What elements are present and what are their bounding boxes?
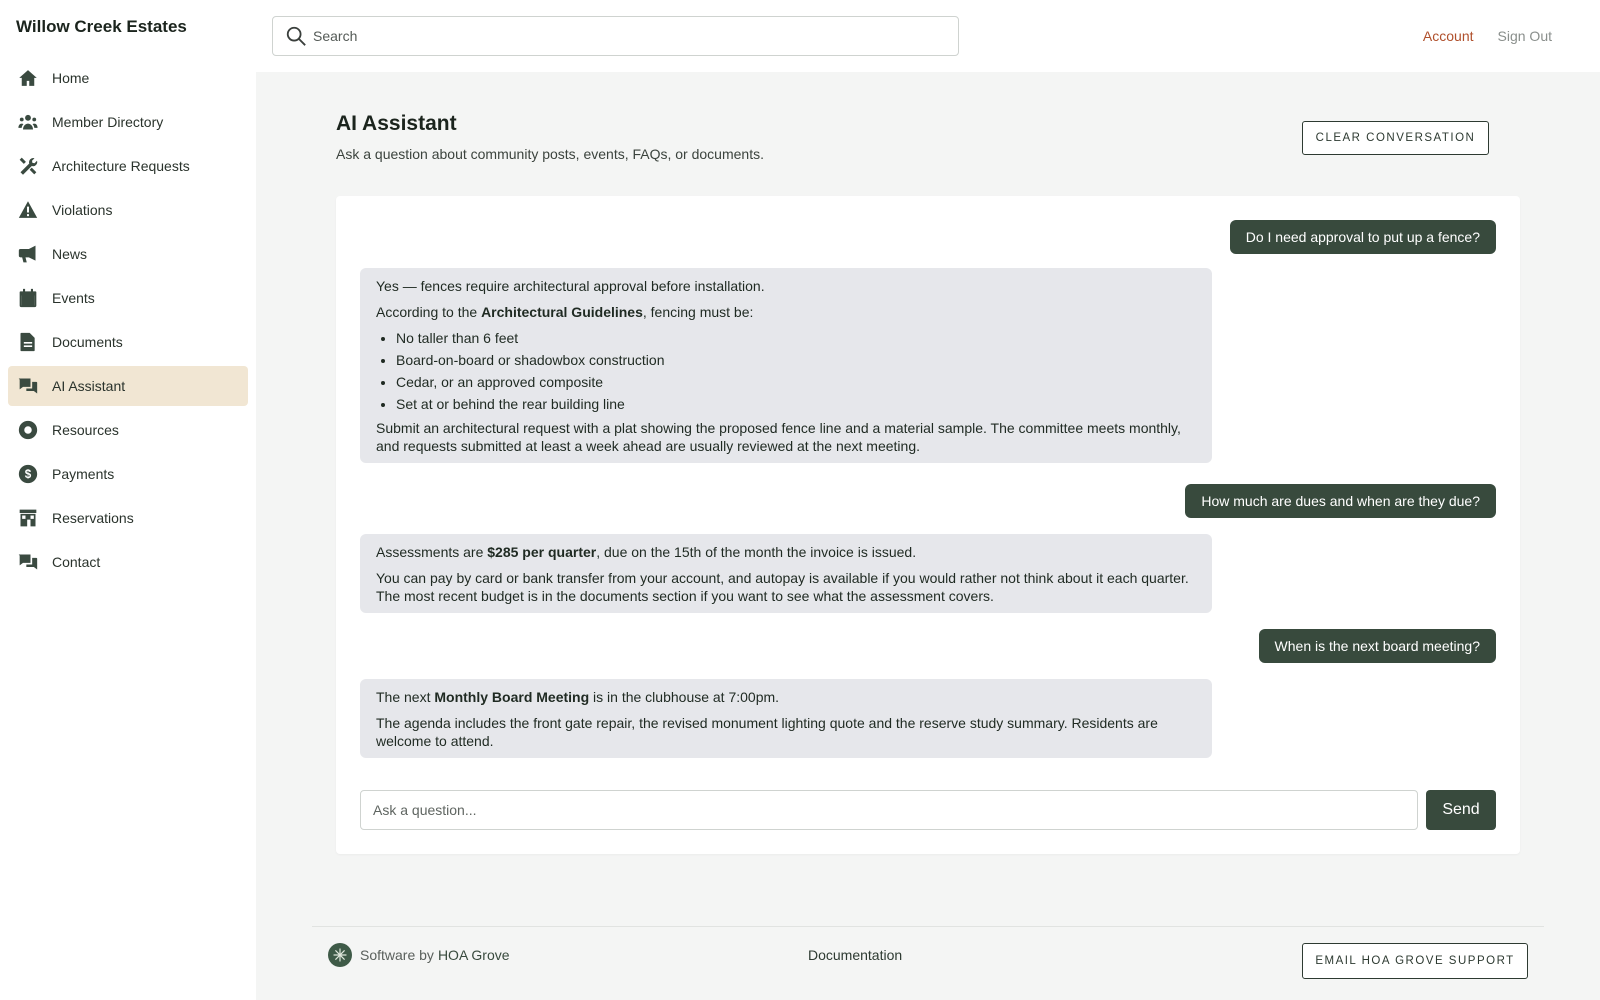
software-by-text: Software by: [360, 947, 434, 963]
sidebar-item-label: Events: [52, 290, 95, 306]
assistant-text: You can pay by card or bank transfer from your account, and autopay is available if you would rather not think about it each quarter. The most recent budget is in the documents section if you want to see what the assessment covers.: [376, 570, 1189, 604]
sidebar-item-violations[interactable]: [8, 190, 248, 230]
app-title: Willow Creek Estates: [16, 17, 187, 36]
sidebar-item-label: AI Assistant: [52, 378, 126, 394]
sidebar-item-label: Reservations: [52, 510, 134, 526]
documentation-link[interactable]: Documentation: [808, 947, 903, 963]
chat-panel: [336, 196, 1520, 854]
bold-text: Architectural Guidelines: [481, 304, 643, 320]
list-item: • Board-on-board or shadowbox construction: [396, 351, 1196, 369]
page-subtitle: Ask a question about community posts, events, FAQs, or documents.: [336, 146, 764, 162]
building-icon: [18, 508, 38, 528]
sidebar-item-member-directory[interactable]: [8, 102, 248, 142]
sidebar-item-label: Documents: [52, 334, 123, 350]
megaphone-icon: [18, 244, 38, 264]
sidebar-item-resources[interactable]: [8, 410, 248, 450]
dollar-icon: [18, 464, 38, 484]
assistant-text: The agenda includes the front gate repair, the revised monument lighting quote and the reserve study summary. Residents are welcome to attend.: [376, 715, 1158, 749]
assistant-message: [360, 534, 1212, 613]
sidebar-item-payments[interactable]: [8, 454, 248, 494]
tools-icon: [18, 156, 38, 176]
sidebar-item-label: Home: [52, 70, 90, 86]
user-message: How much are dues and when are they due?: [1185, 484, 1496, 518]
chat-icon: [18, 376, 38, 396]
text-span: Assessments are: [376, 544, 488, 560]
sidebar-item-label: Member Directory: [52, 114, 164, 130]
text-span: is in the clubhouse at 7:00pm.: [589, 689, 780, 705]
send-button[interactable]: Send: [1426, 790, 1496, 830]
assistant-message: [360, 268, 1212, 463]
document-icon: [18, 332, 38, 352]
footer-credit: [328, 943, 510, 967]
sidebar-item-label: Resources: [52, 422, 119, 438]
sidebar-item-contact[interactable]: [8, 542, 248, 582]
account-links: [1423, 28, 1552, 44]
user-message: Do I need approval to put up a fence?: [1230, 220, 1496, 254]
sidebar-item-architecture-requests[interactable]: [8, 146, 248, 186]
search-icon: [285, 25, 307, 47]
assistant-text: Submit an architectural request with a plat showing the proposed fence line and a material sample. The committee meets monthly, and requests submitted at least a week ahead are usually reviewed at the next meeting.: [376, 420, 1181, 454]
top-bar: [256, 0, 1600, 72]
hoa-grove-link[interactable]: HOA Grove: [437, 947, 510, 963]
search-box[interactable]: [272, 16, 959, 56]
bullet-list: [396, 329, 1196, 413]
question-input[interactable]: [360, 790, 1418, 830]
assistant-message: [360, 679, 1212, 758]
assistant-text: [376, 303, 1196, 321]
assistant-text: [376, 688, 1196, 706]
search-input[interactable]: [313, 28, 933, 44]
lifebuoy-icon: [18, 420, 38, 440]
sidebar-item-label: Contact: [52, 554, 101, 570]
sidebar-item-label: Architecture Requests: [52, 158, 190, 174]
bold-text: Monthly Board Meeting: [434, 689, 590, 705]
users-icon: [18, 112, 38, 132]
sidebar: [0, 0, 256, 1000]
sidebar-item-news[interactable]: [8, 234, 248, 274]
warning-icon: [18, 200, 38, 220]
sidebar-item-label: Payments: [52, 466, 115, 482]
main-content: [256, 72, 1600, 1000]
footer: [312, 926, 1544, 1000]
text-span: The next: [376, 689, 435, 705]
bold-text: $285 per quarter: [487, 544, 597, 560]
home-icon: [18, 68, 38, 88]
sidebar-item-home[interactable]: [8, 58, 248, 98]
sidebar-item-ai-assistant[interactable]: [8, 366, 248, 406]
sidebar-item-events[interactable]: [8, 278, 248, 318]
sidebar-item-documents[interactable]: [8, 322, 248, 362]
list-item: • Set at or behind the rear building line: [396, 395, 1196, 413]
text-span: , fencing must be:: [642, 304, 754, 320]
page-title: AI Assistant: [336, 112, 457, 135]
sidebar-item-reservations[interactable]: [8, 498, 248, 538]
sidebar-nav: [8, 58, 248, 586]
account-link[interactable]: Account: [1422, 28, 1474, 44]
contact-chat-icon: [18, 552, 38, 572]
user-message: When is the next board meeting?: [1259, 629, 1496, 663]
sign-out-link[interactable]: Sign Out: [1497, 28, 1552, 44]
calendar-icon: [18, 288, 38, 308]
assistant-text: [376, 543, 1196, 561]
text-span: According to the: [376, 304, 482, 320]
hoa-grove-logo-icon: [328, 943, 352, 967]
assistant-text: Yes — fences require architectural approval before installation.: [376, 278, 765, 294]
clear-conversation-button[interactable]: CLEAR CONVERSATION: [1302, 121, 1489, 155]
list-item: • Cedar, or an approved composite: [396, 373, 1196, 391]
email-support-button[interactable]: EMAIL HOA GROVE SUPPORT: [1302, 943, 1528, 979]
svg-text:$: $: [24, 468, 32, 482]
list-item: • No taller than 6 feet: [396, 329, 1196, 347]
text-span: , due on the 15th of the month the invoice is issued.: [596, 544, 917, 560]
sidebar-item-label: News: [52, 246, 88, 262]
sidebar-item-label: Violations: [52, 202, 113, 218]
